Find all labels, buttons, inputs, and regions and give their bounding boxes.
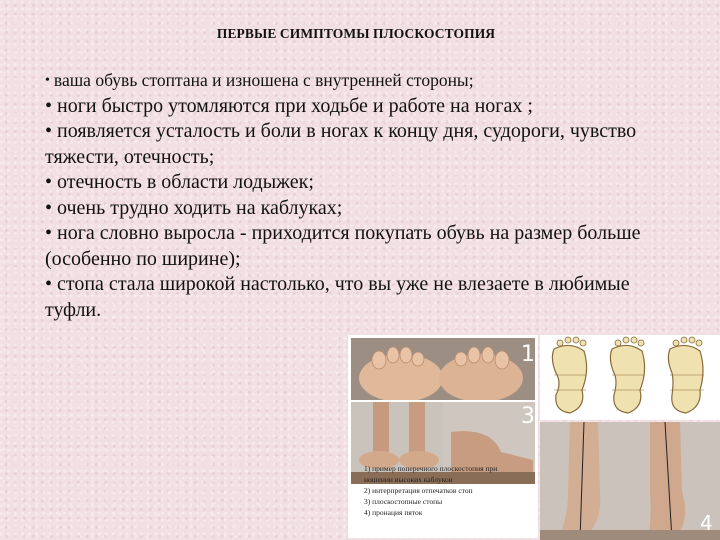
- figure-label-2: 2: [704, 339, 716, 360]
- figure-caption: [364, 463, 536, 518]
- symptom-item: • нога словно выросла - приходится покупать обувь на размер больше (особенно по ширине);: [45, 222, 641, 270]
- footprint-illustration: [540, 335, 720, 420]
- symptom-item: • ваша обувь стоптана и изношена с внутренней стороны;: [45, 70, 474, 90]
- bunion-feet-photo: [351, 338, 535, 400]
- foot-photos-panel: [348, 335, 538, 538]
- symptom-item: • очень трудно ходить на каблуках;: [45, 196, 343, 219]
- caption-line: 2) интерпретация отпечатков стоп: [364, 486, 473, 495]
- caption-line: 1) пример поперечного плоскостопия при: [364, 464, 498, 473]
- heel-pronation-photo: [540, 422, 720, 540]
- footprint-diagrams: [540, 335, 720, 420]
- caption-line: 3) плоскостопные стопы: [364, 497, 443, 506]
- symptom-item: • ноги быстро утомляются при ходьбе и работе на ногах ;: [45, 94, 533, 117]
- figure-label-1: 1: [521, 342, 535, 367]
- figure-label-4: 4: [700, 511, 713, 535]
- slide-title: ПЕРВЫЕ СИМПТОМЫ ПЛОСКОСТОПИЯ: [216, 26, 496, 41]
- heel-pronation-illustration: [540, 422, 720, 540]
- symptom-item: • стопа стала широкой настолько, что вы уже не влезаете в любимые туфли.: [45, 273, 630, 321]
- symptom-item: • отечность в области лодыжек;: [45, 171, 314, 193]
- bullet-icon: •: [45, 73, 50, 88]
- figure-label-3: 3: [521, 404, 535, 429]
- feet-top-illustration: [351, 338, 535, 400]
- caption-line: ношении высоких каблуков: [364, 475, 453, 484]
- symptom-list: [45, 68, 685, 323]
- caption-line: 4) пронация пяток: [364, 508, 423, 517]
- symptom-item: • появляется усталость и боли в ногах к концу дня, судороги, чувство тяжести, отечность;: [45, 120, 637, 168]
